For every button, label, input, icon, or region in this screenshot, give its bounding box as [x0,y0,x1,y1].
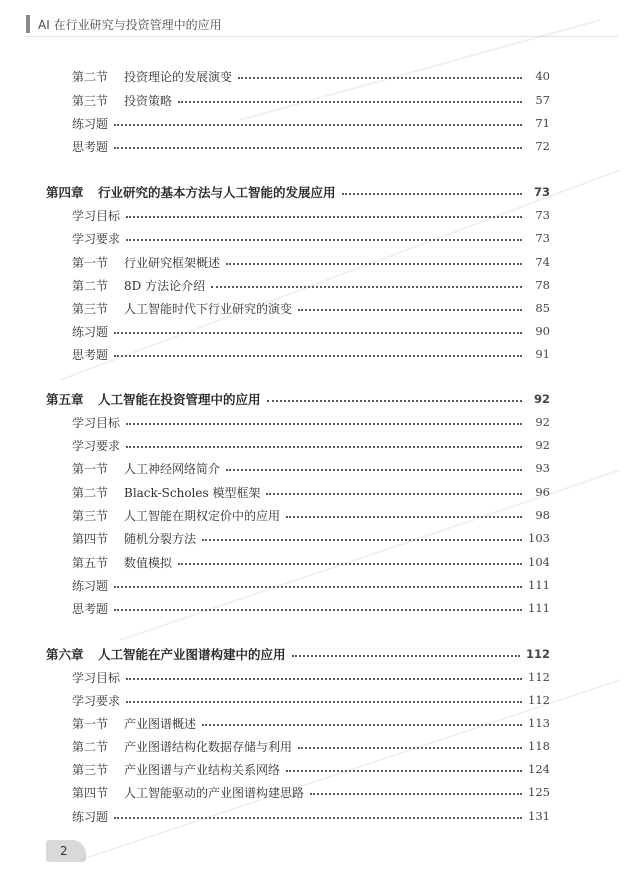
toc-section-row[interactable] [72,806,550,826]
toc-section-row[interactable] [72,736,550,756]
toc-chapter-row[interactable] [46,389,550,409]
toc-page-number: 92 [533,392,550,406]
toc-entry-label: 学习要求 [72,438,121,453]
page-number-label: 2 [60,844,68,858]
leader-dots [114,332,522,334]
leader-dots [126,423,522,425]
leader-dots [202,724,522,726]
toc-page-number: 71 [535,116,550,130]
toc-entry-label: 学习要求 [72,231,121,246]
leader-dots [238,77,522,79]
toc-entry-label: 思考题 [72,347,109,362]
toc-section-row[interactable] [72,458,550,478]
toc-entry-label: 学习目标 [72,208,121,223]
leader-dots [178,101,522,103]
toc-entry-title: 8D 方法论介绍 [124,278,206,293]
toc-section-row[interactable] [72,667,550,687]
toc-entry-title: 投资理论的发展演变 [124,69,233,84]
toc-section-row[interactable] [72,505,550,525]
toc-entry-title: 投资策略 [124,93,173,108]
toc-section-row[interactable] [72,435,550,455]
toc-page-number: 124 [528,762,550,776]
toc-entry-label: 第一节 [72,255,109,270]
toc-page-number: 40 [535,69,550,83]
toc-entry-title: 人工智能时代下行业研究的演变 [124,301,293,316]
leader-dots [310,793,522,795]
toc-section-row[interactable] [72,66,550,86]
toc-entry-label: 练习题 [72,809,109,824]
toc-section-row[interactable] [72,782,550,802]
toc-page-number: 74 [535,255,550,269]
toc-section-row[interactable] [72,228,550,248]
toc-entry-title: 人工智能在投资管理中的应用 [98,392,261,407]
toc-entry-label: 思考题 [72,139,109,154]
toc-page-number: 104 [528,555,550,569]
toc-section-row[interactable] [72,412,550,432]
toc-entry-label: 第五节 [72,555,109,570]
leader-dots [126,446,522,448]
leader-dots [114,124,522,126]
toc-page-number: 91 [535,347,550,361]
leader-dots [126,701,522,703]
toc-page-number: 73 [533,185,550,199]
toc-page-number: 96 [535,485,550,499]
toc-entry-title: 随机分裂方法 [124,531,197,546]
toc-entry-title: 行业研究框架概述 [124,255,221,270]
toc-entry-label: 学习要求 [72,693,121,708]
leader-dots [178,563,522,565]
toc-section-row[interactable] [72,713,550,733]
toc-page-number: 73 [535,231,550,245]
toc-entry-title: 数值模拟 [124,555,173,570]
toc-entry-label: 练习题 [72,578,109,593]
toc-entry-label: 第一节 [72,461,109,476]
toc-entry-label: 第四章 [46,185,84,200]
toc-section-row[interactable] [72,252,550,272]
toc-page-number: 131 [528,809,550,823]
toc-section-row[interactable] [72,90,550,110]
leader-dots [286,516,522,518]
toc-page-number: 90 [535,324,550,338]
leader-dots [226,469,522,471]
toc-page-number: 57 [535,93,550,107]
toc-entry-label: 第三节 [72,301,109,316]
toc-entry-label: 第四节 [72,785,109,800]
toc-entry-label: 第二节 [72,485,109,500]
toc-entry-label: 第三节 [72,508,109,523]
leader-dots [342,193,522,195]
toc-entry-title: 人工神经网络简介 [124,461,221,476]
toc-entry-title: 人工智能驱动的产业图谱构建思路 [124,785,305,800]
toc-entry-title: 产业图谱结构化数据存储与利用 [124,739,293,754]
toc-entry-title: 产业图谱概述 [124,716,197,731]
toc-page-number: 113 [528,716,550,730]
leader-dots [114,355,522,357]
toc-section-row[interactable] [72,344,550,364]
toc-section-row[interactable] [72,275,550,295]
leader-dots [298,309,522,311]
toc-page-number: 72 [535,139,550,153]
toc-page-number: 111 [528,601,550,615]
toc-entry-title: 产业图谱与产业结构关系网络 [124,762,281,777]
leader-dots [126,239,522,241]
page-number [46,840,86,862]
toc-entry-label: 学习目标 [72,670,121,685]
leader-dots [114,147,522,149]
leader-dots [266,493,522,495]
toc-page-number: 112 [528,670,550,684]
leader-dots [267,400,522,402]
toc-entry-label: 第四节 [72,531,109,546]
toc-page-number: 112 [528,693,550,707]
leader-dots [298,747,522,749]
toc-entry-label: 第三节 [72,762,109,777]
toc-entry-label: 第二节 [72,739,109,754]
toc-entry-label: 第二节 [72,278,109,293]
toc-entry-label: 第六章 [46,647,84,662]
toc-entry-title: 人工智能在期权定价中的应用 [124,508,281,523]
toc-section-row[interactable] [72,598,550,618]
toc-entry-label: 第五章 [46,392,84,407]
toc-entry-label: 练习题 [72,324,109,339]
toc-page-number: 92 [535,415,550,429]
leader-dots [114,817,522,819]
toc-page-number: 103 [528,531,550,545]
toc-page-number: 125 [528,785,550,799]
toc-entry-label: 学习目标 [72,415,121,430]
toc-section-row[interactable] [72,528,550,548]
toc-section-row[interactable] [72,482,550,502]
toc-page-number: 98 [535,508,550,522]
toc-page-number: 112 [525,647,550,661]
leader-dots [292,655,520,657]
toc-entry-title: 人工智能在产业图谱构建中的应用 [98,647,286,662]
toc-entry-title: Black-Scholes 模型框架 [124,485,261,500]
toc-section-row[interactable] [72,575,550,595]
toc-entry-label: 练习题 [72,116,109,131]
toc-section-row[interactable] [72,759,550,779]
leader-dots [114,609,522,611]
toc-entry-label: 第三节 [72,93,109,108]
toc-entry-label: 第二节 [72,69,109,84]
toc-section-row[interactable] [72,552,550,572]
leader-dots [202,539,522,541]
toc-entry-title: 行业研究的基本方法与人工智能的发展应用 [98,185,336,200]
toc-section-row[interactable] [72,321,550,341]
toc-section-row[interactable] [72,298,550,318]
toc-section-row[interactable] [72,205,550,225]
toc-page-number: 93 [535,461,550,475]
leader-dots [226,263,522,265]
leader-dots [211,286,522,288]
leader-dots [114,586,522,588]
header-title: AI 在行业研究与投资管理中的应用 [38,17,222,32]
leader-dots [126,216,522,218]
toc-page-number: 111 [528,578,550,592]
leader-dots [286,770,522,772]
toc-chapter-row[interactable] [46,182,550,202]
toc-entry-label: 思考题 [72,601,109,616]
toc-chapter-row[interactable] [46,644,550,664]
toc-page-number: 85 [535,301,550,315]
toc-section-row[interactable] [72,690,550,710]
toc-page-number: 73 [535,208,550,222]
toc-section-row[interactable] [72,113,550,133]
toc-page-number: 78 [535,278,550,292]
toc-page-number: 92 [535,438,550,452]
toc-entry-label: 第一节 [72,716,109,731]
toc-section-row[interactable] [72,136,550,156]
toc-page-number: 118 [528,739,550,753]
leader-dots [126,678,522,680]
